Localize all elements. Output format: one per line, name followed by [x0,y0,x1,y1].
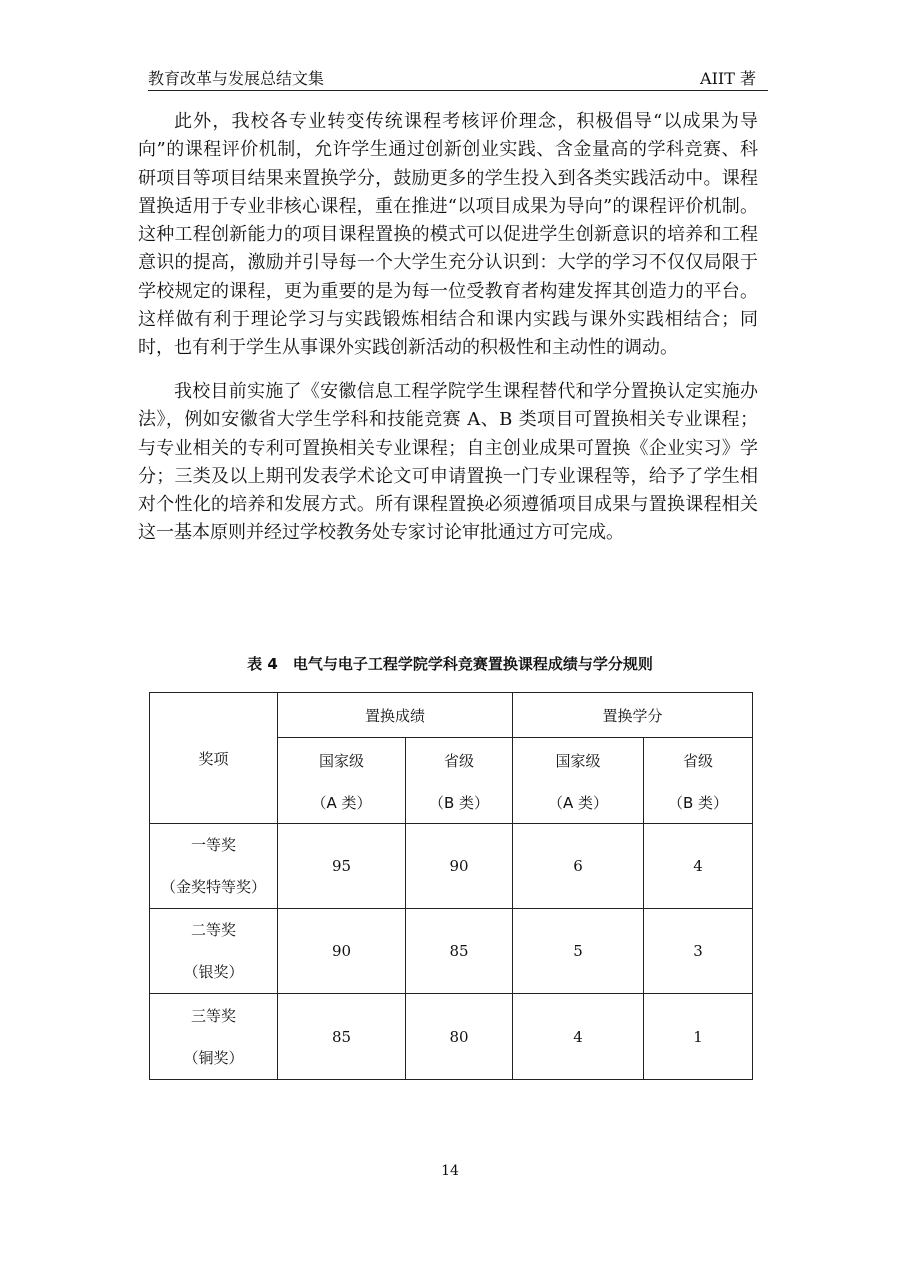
award-cell [150,824,278,909]
table-row [150,824,753,909]
award-note: （铜奖） [183,1048,244,1067]
paragraph-2: 我校目前实施了《安徽信息工程学院学生课程替代和学分置换认定实施办法》，例如安徽省大学生学科和技能竞赛 A、B 类项目可置换相关专业课程；与专业相关的专利可置换相关专业课程；自主创业成果可置换《企业实习》学分；三类及以上期刊发表学术论文可申请置换一门专业课程等，给予了学生相对个性化的培养和发展方式。所有课程置换必须遵循项目成果与置换课程相关这一基本原则并经过学校教务处专家讨论审批通过方可完成。 [138,381,758,544]
score-b-cell: 90 [406,824,513,909]
header-author: AIIT 著 [700,69,756,88]
credit-provincial-header [644,738,753,824]
award-name: 二等奖 [190,921,236,939]
score-b-cell: 80 [406,994,513,1080]
page-number: 14 [441,1163,459,1179]
award-header: 奖项 [150,693,278,824]
paragraph-1-block [138,108,758,363]
level-label: 国家级 [555,751,601,770]
table-title: 表 4 电气与电子工程学院学科竞赛置换课程成绩与学分规则 [247,655,653,673]
score-b-cell: 85 [406,909,513,994]
credit-group-header: 置换学分 [513,693,753,738]
table-header-row-1 [150,693,753,738]
paragraph-1: 此外，我校各专业转变传统课程考核评价理念，积极倡导“以成果为导向”的课程评价机制，允许学生通过创新创业实践、含金量高的学科竞赛、科研项目等项目结果来置换学分，鼓励更多的学生投入到各类实践活动中。课程置换适用于专业非核心课程，重在推进“以项目成果为导向”的课程评价机制。这种工程创新能力的项目课程置换的模式可以促进学生创新意识的培养和工程意识的提高，激励并引导每一个大学生充分认识到：大学的学习不仅仅局限于学校规定的课程，更为重要的是为每一位受教育者构建发挥其创造力的平台。这样做有利于理论学习与实践锻炼相结合和课内实践与课外实践相结合；同时，也有利于学生从事课外实践创新活动的积极性和主动性的调动。 [138,111,758,359]
score-group-header: 置换成绩 [278,693,513,738]
score-a-cell: 90 [278,909,406,994]
class-label: （B 类） [667,793,729,812]
level-label: 国家级 [318,751,364,770]
level-label: 省级 [444,751,475,770]
paragraph-2-block [138,378,758,548]
award-name: 三等奖 [190,1006,236,1025]
award-name: 一等奖 [190,836,236,854]
table-row [150,994,753,1080]
score-provincial-header [406,738,513,824]
table-row [150,909,753,994]
award-cell [150,994,278,1080]
class-label: （A 类） [548,793,609,812]
credit-a-cell: 5 [513,909,644,994]
credit-a-cell: 6 [513,824,644,909]
award-note: （金奖特等奖） [160,878,266,896]
credit-b-cell: 1 [644,994,753,1080]
header-book-title: 教育改革与发展总结文集 [148,69,325,88]
credit-a-cell: 4 [513,994,644,1080]
credit-rules-table [149,692,753,1080]
credit-b-cell: 3 [644,909,753,994]
award-note: （银奖） [183,963,244,981]
score-national-header [278,738,406,824]
credit-b-cell: 4 [644,824,753,909]
class-label: （B 类） [428,793,490,812]
score-a-cell: 85 [278,994,406,1080]
score-a-cell: 95 [278,824,406,909]
class-label: （A 类） [311,793,372,812]
page-header [148,62,768,91]
credit-national-header [513,738,644,824]
level-label: 省级 [683,751,714,770]
award-cell [150,909,278,994]
